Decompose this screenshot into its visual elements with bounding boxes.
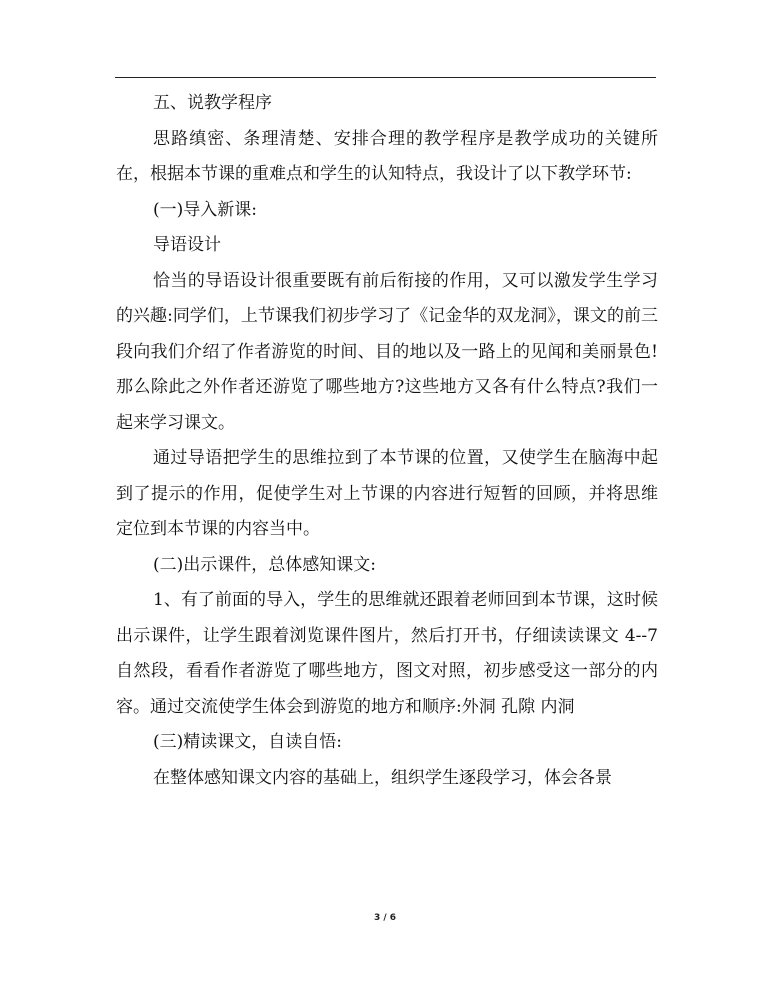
- paragraph: 恰当的导语设计很重要既有前后衔接的作用，又可以激发学生学习的兴趣:同学们，上节课我们初步学习了《记金华的双龙洞》，课文的前三段向我们介绍了作者游览的时间、目的地以及一路上的见闻和美丽景色!那么除此之外作者还游览了哪些地方?这些地方又各有什么特点?我们一起来学习课文。: [116, 270, 658, 433]
- subsection-heading: (三)精读课文，自读自悟:: [153, 732, 342, 752]
- subsection-heading: (二)出示课件，总体感知课文:: [153, 554, 376, 575]
- header-rule: [115, 77, 656, 78]
- paragraph: 通过导语把学生的思维拉到了本节课的位置，又使学生在脑海中起到了提示的作用，促使学生对上节课的内容进行短暂的回顾，并将思维定位到本节课的内容当中。: [116, 448, 658, 539]
- paragraph: 在整体感知课文内容的基础上，组织学生逐段学习，体会各景: [153, 767, 612, 788]
- subsection-heading: 导语设计: [153, 235, 221, 255]
- document-body: [116, 86, 658, 796]
- paragraph: 1、有了前面的导入，学生的思维就还跟着老师回到本节课，这时候出示课件，让学生跟着浏览课件图片，然后打开书，仔细读读课文 4--7 自然段，看看作者游览了哪些地方，图文对照，初步感受这一部分的内容。通过交流使学生体会到游览的地方和顺序:外洞 孔隙 内洞: [116, 590, 658, 717]
- paragraph: 思路缜密、条理清楚、安排合理的教学程序是教学成功的关键所在，根据本节课的重难点和学生的认知特点，我设计了以下教学环节:: [116, 128, 658, 184]
- subsection-heading: (一)导入新课:: [153, 199, 257, 220]
- section-heading: 五、说教学程序: [153, 93, 272, 113]
- page-number: 3 / 6: [373, 913, 397, 923]
